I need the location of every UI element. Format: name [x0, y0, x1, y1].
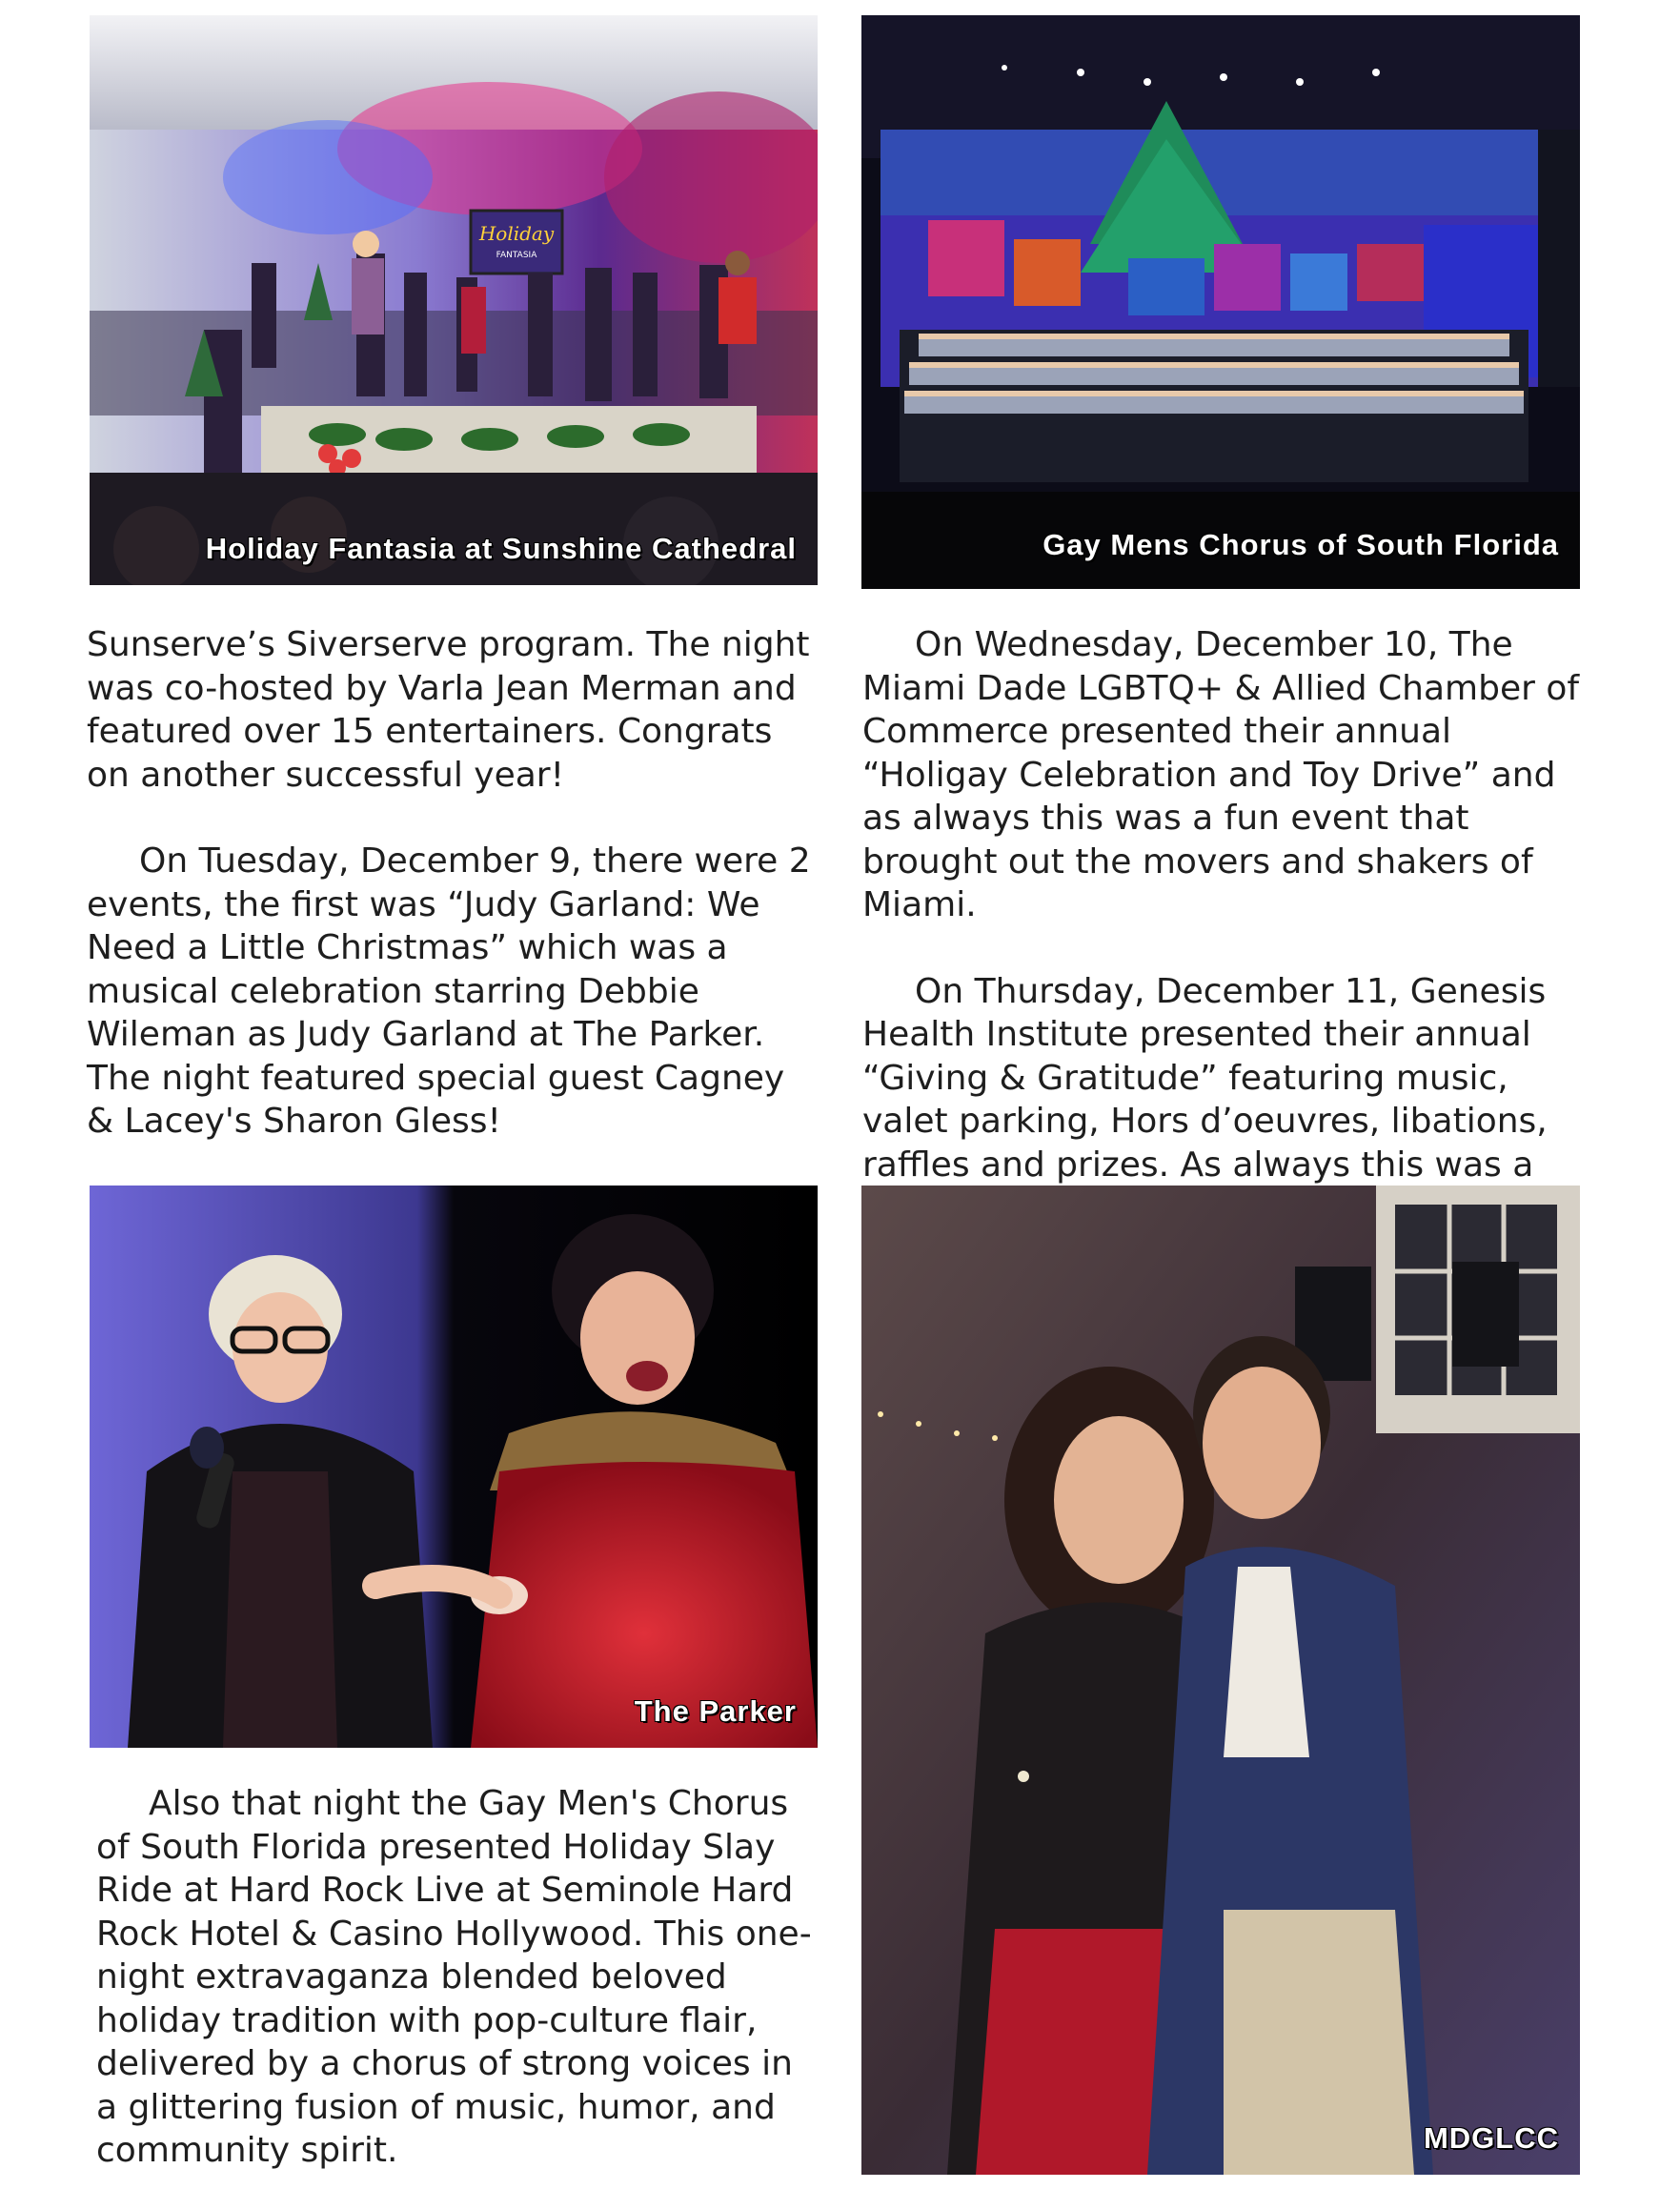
screen-subtitle: FANTASIA — [496, 251, 537, 260]
parker-photo-illustration — [90, 1186, 818, 1748]
right-column-text — [862, 623, 1587, 1230]
photo-mdglcc — [861, 1186, 1580, 2175]
photo-caption: Holiday Fantasia at Sunshine Cathedral — [205, 532, 797, 565]
chorus-stage-illustration — [861, 15, 1580, 589]
photo-caption: Gay Mens Chorus of South Florida — [1042, 528, 1559, 561]
left-column-text-top — [87, 623, 811, 1144]
left-column-text-bottom — [96, 1782, 816, 2173]
photo-the-parker — [90, 1186, 818, 1748]
stage-photo-illustration — [90, 15, 818, 585]
right-paragraph-2: On Thursday, December 11, Genesis Health Institute presented their annual “Giving & Gratitude” featuring music, valet parking, Hors d’oeuvres, libations, raffles and prizes. As always this was a — [862, 971, 1548, 1185]
left-paragraph-3: Also that night the Gay Men's Chorus of South Florida presented Holiday Slay Ride at Hard Rock Live at Seminole Hard Rock Hotel & Casino Hollywood. This one-night extravaganza blended beloved holiday tradition with pop-culture flair, delivered by a chorus of strong voices in a glittering fusion of music, humor, and community spirit. — [96, 1784, 812, 2170]
left-paragraph-2: On Tuesday, December 9, there were 2 events, the first was “Judy Garland: We Need a Little Christmas” which was a musical celebration starring Debbie Wileman as Judy Garland at The Parker. The night featured special guest Cagney & Lacey's Sharon Gless! — [87, 841, 811, 1141]
left-paragraph-1: Sunserve’s Siverserve program. The night was co-hosted by Varla Jean Merman and featured over 15 entertainers. Congrats on another successful year! — [87, 625, 810, 795]
photo-holiday-fantasia — [90, 15, 818, 585]
right-paragraph-1: On Wednesday, December 10, The Miami Dade LGBTQ+ & Allied Chamber of Commerce presented their annual “Holigay Celebration and Toy Drive” and as always this was a fun event that brought out the movers and shakers of Miami. — [862, 625, 1580, 924]
mdglcc-photo-illustration — [861, 1186, 1580, 2175]
photo-caption: MDGLCC — [1423, 2121, 1559, 2155]
screen-title: Holiday — [478, 222, 555, 245]
photo-gay-mens-chorus — [861, 15, 1580, 589]
photo-caption: The Parker — [634, 1694, 797, 1728]
